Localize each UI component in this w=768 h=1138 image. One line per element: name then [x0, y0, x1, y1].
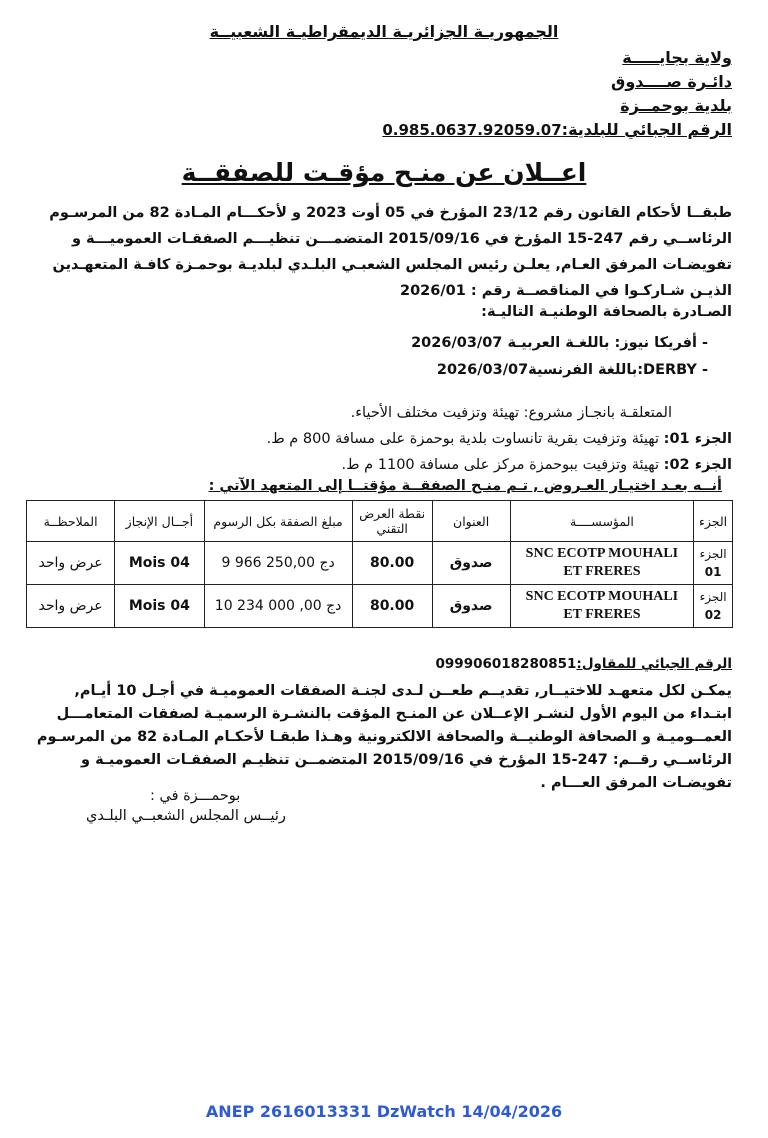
cell-lot — [694, 585, 733, 628]
table-row — [27, 542, 733, 585]
project-block — [32, 400, 732, 478]
announcement-title: اعــلان عن منـح مؤقـت للصفقــة — [181, 158, 587, 187]
cell-amount: 10 234 000 ,00 دج — [204, 585, 352, 628]
project-intro: المتعلقـة بانجـاز مشروع: تهيئة وتزفيت مختلف الأحياء. — [350, 405, 672, 421]
issuer-block — [372, 46, 732, 142]
lot-line-2 — [32, 452, 732, 478]
signature-role: رئيــس المجلس الشعبــي البلـدي — [86, 808, 286, 824]
appeal-paragraph: يمكـن لكل متعهـد للاختيــار, تقديــم طعــن لـدى لجنـة الصفقات العموميـة في أجـل 10 أيـام, ابتـداء من اليوم الأول لنشـر الإعــلان عن المنـح المؤقت بالنشـرة الرسميـة لصفقات المتعامـــل العمــوميـة و الصحافة الوطنيــة والصحافة الالكترونية وهـذا طبقـا لأحكـام المـادة 82 من المرسـوم الرئاســي رقــم: 247-15 المؤرخ في 2015/09/16 المتضمــن تنظيـم الصفقـات العموميـة و تفويضـات المرفق العـــام . — [36, 683, 732, 791]
cell-delay: 04 Mois — [115, 542, 204, 585]
company-line-2: ET FRERES — [563, 564, 641, 579]
press-list — [148, 330, 708, 384]
contractor-nif-value: 099906018280851 — [435, 656, 577, 672]
cell-company — [510, 542, 694, 585]
republic-heading: الجمهوريـة الجزائريـة الديمقراطيـة الشعبيــة — [209, 22, 559, 41]
daira-line: دائـرة صــــدوق — [611, 72, 732, 91]
lot-label: الجزء — [699, 590, 727, 604]
company-line-1: SNC ECOTP MOUHALI — [525, 589, 679, 604]
commune-nif-value: 0.985.0637.92059.07 — [382, 121, 562, 139]
header-note: الملاحظــة — [27, 501, 115, 542]
wilaya-line: ولاية بجايـــــة — [622, 48, 732, 67]
cell-address: صدوق — [432, 585, 510, 628]
table-header-row — [27, 501, 733, 542]
press-intro: الصـادرة بالصحافة الوطنيـة التاليـة: — [481, 304, 732, 320]
result-intro: أنــه بعـد اختيـار العـروض , تـم منـح الصفقــة مؤقتــا إلى المتعهد الآتي : — [208, 478, 722, 494]
legal-basis-paragraph: طبقــا لأحكام القانون رقم 23/12 المؤرخ في 05 أوت 2023 و لأحكـــام المـادة 82 من المرسـوم الرئاســي رقم 247-15 المؤرخ في 2015/09/16 المتضمـــن تنظيـــم الصفقـات العموميـــة و تفويضـات المرفق العـام, يعلـن رئيس المجلس الشعبـي البلـدي لبلديـة بوحمـزة كافـة المتعهـدين الذيـن شـاركـوا في المناقصــة رقم : 2026/01 — [49, 205, 732, 299]
cell-lot — [694, 542, 733, 585]
cell-score: 80.00 — [352, 585, 432, 628]
lot-text-1: تهيئة وتزفيت بقرية تانساوت بلدية بوحمزة على مسافة 800 م ط. — [266, 431, 660, 447]
publication-footer: ANEP 2616013331 DzWatch 14/04/2026 — [205, 1102, 563, 1121]
header-address: العنوان — [432, 501, 510, 542]
lot-line-1 — [32, 426, 732, 452]
lot-text-2: تهيئة وتزفيت ببوحمزة مركز على مسافة 1100 م ط. — [341, 457, 660, 473]
cell-score: 80.00 — [352, 542, 432, 585]
cell-delay: 04 Mois — [115, 585, 204, 628]
company-line-1: SNC ECOTP MOUHALI — [525, 546, 679, 561]
contractor-nif-line — [436, 656, 732, 672]
signature-place: بوحمـــزة في : — [150, 788, 241, 804]
header-amount: مبلغ الصفقة بكل الرسوم — [204, 501, 352, 542]
header-delay: أجــال الإنجاز — [115, 501, 204, 542]
lot-number: 01 — [704, 565, 722, 579]
cell-note: عرض واحد — [27, 585, 115, 628]
commune-nif-label: الرقم الجبائي للبلدية: — [561, 120, 732, 139]
lot-number: 02 — [704, 608, 722, 622]
header-company: المؤسســــة — [510, 501, 694, 542]
header-technical-score: نقطة العرض التقني — [352, 501, 432, 542]
cell-note: عرض واحد — [27, 542, 115, 585]
commune-line: بلدية بوحمــزة — [620, 96, 732, 115]
company-line-2: ET FRERES — [563, 607, 641, 622]
lot-label-2: الجزء 02: — [663, 457, 732, 473]
cell-amount: 9 966 250,00 دج — [204, 542, 352, 585]
lot-label: الجزء — [699, 547, 727, 561]
commune-nif-line — [372, 118, 732, 142]
lot-label-1: الجزء 01: — [663, 431, 732, 447]
contractor-nif-label: الرقم الجبائي للمقاول: — [576, 656, 732, 672]
header-lot: الجزء — [694, 501, 733, 542]
cell-company — [510, 585, 694, 628]
press-item-arabic: - أفريكا نيوز: باللغـة العربيـة 2026/03/07 — [411, 335, 708, 351]
award-table — [26, 500, 733, 628]
cell-address: صدوق — [432, 542, 510, 585]
press-item-french: - DERBY:باللغة الفرنسية2026/03/07 — [436, 362, 708, 378]
table-row — [27, 585, 733, 628]
